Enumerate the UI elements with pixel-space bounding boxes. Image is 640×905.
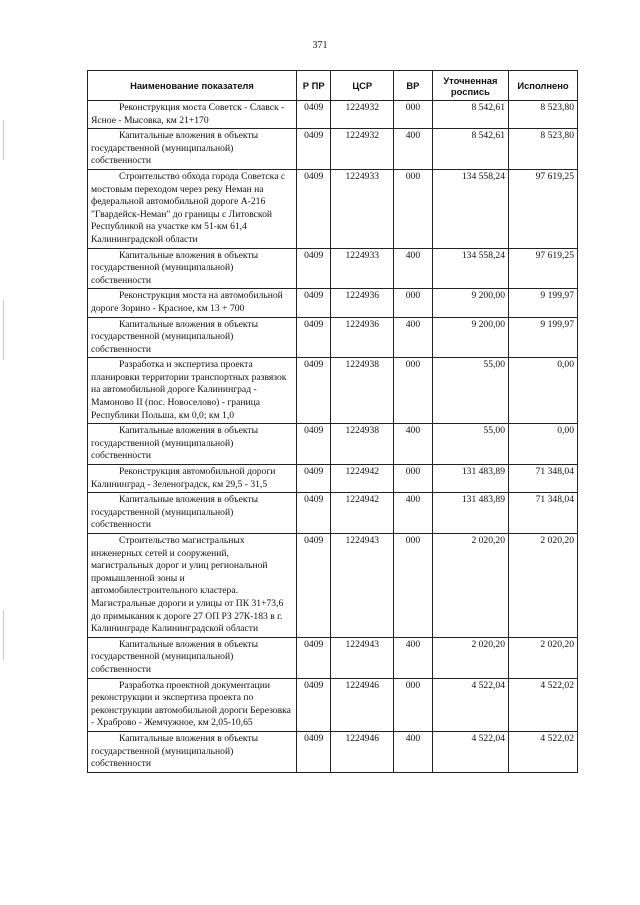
column-header-csr: ЦСР (331, 71, 394, 101)
table-row (88, 424, 578, 465)
cell-csr: 1224933 (331, 169, 394, 248)
cell-rpr: 0409 (296, 169, 330, 248)
cell-plan: 4 522,04 (432, 678, 508, 731)
cell-rpr: 0409 (296, 465, 330, 493)
cell-rpr: 0409 (296, 248, 330, 289)
column-header-name: Наименование показателя (88, 71, 297, 101)
cell-done: 0,00 (509, 358, 578, 424)
cell-rpr: 0409 (296, 129, 330, 170)
column-header-plan: Уточненная роспись (432, 71, 508, 101)
table-row (88, 731, 578, 772)
cell-done: 2 020,20 (509, 637, 578, 678)
budget-execution-table (87, 70, 578, 773)
cell-csr: 1224943 (331, 637, 394, 678)
cell-plan: 2 020,20 (432, 534, 508, 638)
cell-done: 71 348,04 (509, 465, 578, 493)
column-header-rpr: Р ПР (296, 71, 330, 101)
cell-csr: 1224936 (331, 289, 394, 317)
cell-rpr: 0409 (296, 317, 330, 358)
table-row (88, 637, 578, 678)
cell-name: Реконструкция моста на автомобильной дороге Зорино - Красное, км 13 + 700 (88, 289, 297, 317)
table-row (88, 358, 578, 424)
cell-csr: 1224942 (331, 465, 394, 493)
cell-name: Капитальные вложения в объекты государственной (муниципальной) собственности (88, 637, 297, 678)
table-row (88, 534, 578, 638)
cell-name: Капитальные вложения в объекты государственной (муниципальной) собственности (88, 129, 297, 170)
cell-csr: 1224946 (331, 678, 394, 731)
cell-csr: 1224933 (331, 248, 394, 289)
cell-done: 71 348,04 (509, 493, 578, 534)
cell-plan: 134 558,24 (432, 169, 508, 248)
cell-vr: 400 (394, 637, 433, 678)
table-row (88, 465, 578, 493)
cell-csr: 1224946 (331, 731, 394, 772)
cell-vr: 000 (394, 289, 433, 317)
cell-csr: 1224938 (331, 358, 394, 424)
scan-edge-mark (3, 610, 4, 660)
table-row (88, 101, 578, 129)
cell-done: 97 619,25 (509, 169, 578, 248)
cell-done: 4 522,02 (509, 678, 578, 731)
cell-name: Реконструкция моста Советск - Славск - Ясное - Мысовка, км 21+170 (88, 101, 297, 129)
cell-plan: 55,00 (432, 358, 508, 424)
cell-done: 8 523,80 (509, 129, 578, 170)
cell-name: Капитальные вложения в объекты государственной (муниципальной) собственности (88, 317, 297, 358)
cell-done: 9 199,97 (509, 289, 578, 317)
cell-rpr: 0409 (296, 637, 330, 678)
cell-name: Капитальные вложения в объекты государственной (муниципальной) собственности (88, 731, 297, 772)
cell-name: Строительство магистральных инженерных сетей и сооружений, магистральных дорог и улиц региональной промышленной зоны и автомобилестроительного кластера. Магистральные дороги и улицы от ПК 31+73,6 до примыкания к дороге 27 ОП РЗ 27К-183 в г. Калининграде Калининградской области (88, 534, 297, 638)
cell-vr: 400 (394, 248, 433, 289)
table-row (88, 317, 578, 358)
scan-edge-mark (3, 120, 4, 160)
cell-rpr: 0409 (296, 289, 330, 317)
table-row (88, 169, 578, 248)
table-body (88, 101, 578, 773)
table-row (88, 248, 578, 289)
cell-vr: 000 (394, 169, 433, 248)
cell-rpr: 0409 (296, 424, 330, 465)
cell-plan: 8 542,61 (432, 129, 508, 170)
cell-done: 8 523,80 (509, 101, 578, 129)
cell-rpr: 0409 (296, 101, 330, 129)
table-row (88, 493, 578, 534)
cell-name: Реконструкция автомобильной дороги Калининград - Зеленоградск, км 29,5 - 31,5 (88, 465, 297, 493)
cell-vr: 400 (394, 424, 433, 465)
cell-csr: 1224932 (331, 129, 394, 170)
cell-plan: 55,00 (432, 424, 508, 465)
cell-name: Капитальные вложения в объекты государственной (муниципальной) собственности (88, 248, 297, 289)
cell-rpr: 0409 (296, 493, 330, 534)
cell-csr: 1224932 (331, 101, 394, 129)
cell-plan: 9 200,00 (432, 317, 508, 358)
cell-plan: 131 483,89 (432, 465, 508, 493)
cell-done: 2 020,20 (509, 534, 578, 638)
cell-csr: 1224942 (331, 493, 394, 534)
cell-done: 97 619,25 (509, 248, 578, 289)
scan-edge-mark (3, 300, 4, 360)
cell-vr: 400 (394, 317, 433, 358)
cell-vr: 400 (394, 493, 433, 534)
cell-vr: 000 (394, 101, 433, 129)
cell-plan: 131 483,89 (432, 493, 508, 534)
cell-name: Разработка и экспертиза проекта планировки территории транспортных развязок на автомобильной дороге Калининград - Мамоново II (пос. Новоселово) - граница Республики Польша, км 0,0; км 1,0 (88, 358, 297, 424)
cell-vr: 000 (394, 678, 433, 731)
table-row (88, 678, 578, 731)
cell-done: 9 199,97 (509, 317, 578, 358)
cell-name: Строительство обхода города Советска с мостовым переходом через реку Неман на федеральной автомобильной дороге А-216 "Гвардейск-Неман" до границы с Литовской Республикой на участке км 51-км 61,4 Калининградской области (88, 169, 297, 248)
cell-vr: 400 (394, 129, 433, 170)
column-header-vr: ВР (394, 71, 433, 101)
table-row (88, 129, 578, 170)
cell-vr: 000 (394, 358, 433, 424)
table-row (88, 289, 578, 317)
cell-vr: 000 (394, 534, 433, 638)
cell-vr: 400 (394, 731, 433, 772)
cell-vr: 000 (394, 465, 433, 493)
cell-name: Капитальные вложения в объекты государственной (муниципальной) собственности (88, 424, 297, 465)
cell-name: Разработка проектной документации реконструкции и экспертиза проекта по реконструкции автомобильной дороги Березовка - Храброво - Жемчужное, км 2,05-10,65 (88, 678, 297, 731)
page-number: 371 (312, 40, 328, 51)
cell-done: 0,00 (509, 424, 578, 465)
cell-plan: 2 020,20 (432, 637, 508, 678)
cell-csr: 1224936 (331, 317, 394, 358)
table-header-row (88, 71, 578, 101)
cell-csr: 1224938 (331, 424, 394, 465)
cell-rpr: 0409 (296, 678, 330, 731)
cell-rpr: 0409 (296, 731, 330, 772)
cell-rpr: 0409 (296, 534, 330, 638)
cell-csr: 1224943 (331, 534, 394, 638)
cell-plan: 9 200,00 (432, 289, 508, 317)
cell-name: Капитальные вложения в объекты государственной (муниципальной) собственности (88, 493, 297, 534)
cell-plan: 8 542,61 (432, 101, 508, 129)
cell-rpr: 0409 (296, 358, 330, 424)
cell-plan: 4 522,04 (432, 731, 508, 772)
column-header-done: Исполнено (509, 71, 578, 101)
cell-plan: 134 558,24 (432, 248, 508, 289)
cell-done: 4 522,02 (509, 731, 578, 772)
